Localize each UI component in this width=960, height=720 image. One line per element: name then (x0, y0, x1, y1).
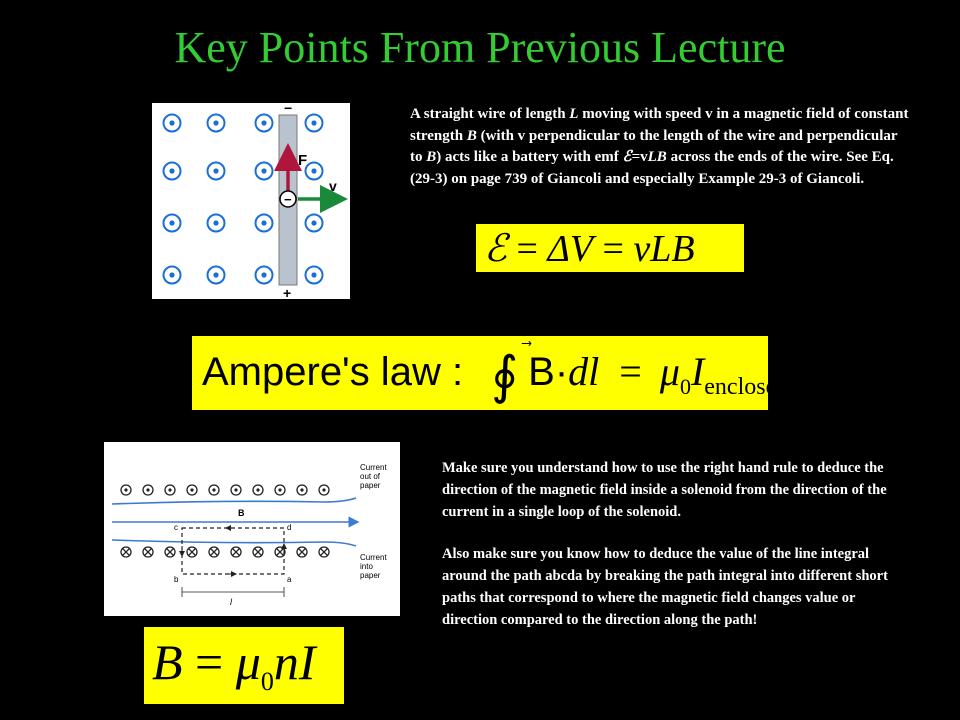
moving-wire-diagram (152, 103, 350, 299)
d-letter: d (568, 349, 589, 394)
top-sign: − (284, 103, 293, 116)
emf-text-1: A straight wire of length (410, 106, 570, 122)
right-hand-rule-text (442, 458, 892, 632)
vector-l: l (588, 349, 600, 394)
emf-text-B1: B (466, 127, 477, 144)
slide-title: Key Points From Previous Lecture (174, 23, 786, 72)
ampere-equals: = (619, 349, 642, 394)
solenoid-equation-box (144, 627, 344, 704)
emf-text-3: (with v perpendicular to the length of the wire and perpendicular to (410, 127, 898, 165)
vector-b (528, 350, 555, 394)
emf-eq-equals-2: = (602, 228, 624, 270)
emf-equation-box (476, 224, 744, 272)
emf-text-LB: LB (647, 149, 667, 165)
emf-eq-rhs: vLB (633, 228, 695, 270)
emf-text-5: =v (631, 149, 648, 165)
field-lines (112, 498, 356, 546)
current-in-crosses (121, 547, 329, 557)
ampere-law-equation (202, 346, 788, 406)
field-label: B (238, 508, 245, 518)
bottom-sign: + (283, 285, 292, 299)
enclosed-subscript: enclosed (704, 374, 789, 400)
corner-a: a (287, 575, 292, 584)
current-in-label: Current into paper (360, 553, 387, 580)
vector-b-letter: B (528, 350, 555, 394)
emf-eq-lhs: ℰ (484, 228, 508, 270)
solenoid-figure (104, 442, 400, 616)
emf-text-6: across the ends of the wire. See Eq. (29-3) on page 739 of Giancoli and especially Example 29-3 of Giancoli. (410, 149, 894, 187)
current-out-label: Current out of paper (360, 463, 387, 490)
emf-text-L: L (569, 106, 579, 122)
sol-eq-mu: μ (235, 634, 261, 690)
sol-eq-I: I (298, 634, 316, 690)
mu: μ (659, 349, 680, 394)
moving-wire-figure (152, 103, 350, 299)
emf-text-2: moving with speed v in a magnetic field of constant strength (410, 106, 909, 144)
corner-b: b (174, 575, 179, 584)
current-out-dots (121, 485, 329, 495)
sol-eq-n: n (273, 634, 299, 690)
emf-text-B2: B (426, 149, 437, 165)
ampere-law-box (192, 336, 789, 410)
closed-integral-sign: ∮ (491, 348, 519, 405)
length-label: l (230, 597, 232, 607)
ampere-law-label: Ampere's law : (202, 350, 464, 394)
emf-eq-equals-1: = (516, 228, 538, 270)
emf-eq-delta-v: ΔV (547, 228, 593, 270)
emf-paragraph (410, 104, 910, 190)
emf-text-symbol: ℰ (622, 149, 632, 165)
emf-text-4: ) acts like a battery with emf (436, 149, 623, 165)
sol-eq-mu-sub: 0 (260, 667, 274, 696)
current-I: I (690, 349, 705, 394)
velocity-label: v (329, 178, 337, 194)
corner-d: d (287, 523, 292, 532)
force-label: F (298, 152, 308, 169)
rhr-paragraph-2: Also make sure you know how to deduce the value of the line integral around the path abcda by breaking the path integral into different short paths that correspond to where the magnetic field changes value or direction compared to the direction along the path! (442, 546, 888, 628)
sol-eq-B: B (152, 634, 183, 690)
emf-equation (484, 226, 695, 271)
solenoid-diagram (104, 442, 400, 616)
mu-subscript: 0 (679, 374, 691, 399)
corner-c: c (174, 523, 178, 532)
charge-sign: − (284, 192, 292, 207)
solenoid-equation (152, 633, 316, 697)
sol-eq-equals: = (195, 634, 224, 690)
dot-product: · (554, 350, 569, 394)
rhr-paragraph-1: Make sure you understand how to use the right hand rule to deduce the direction of the magnetic field inside a solenoid from the direction of the current in a single loop of the solenoid. (442, 460, 887, 520)
